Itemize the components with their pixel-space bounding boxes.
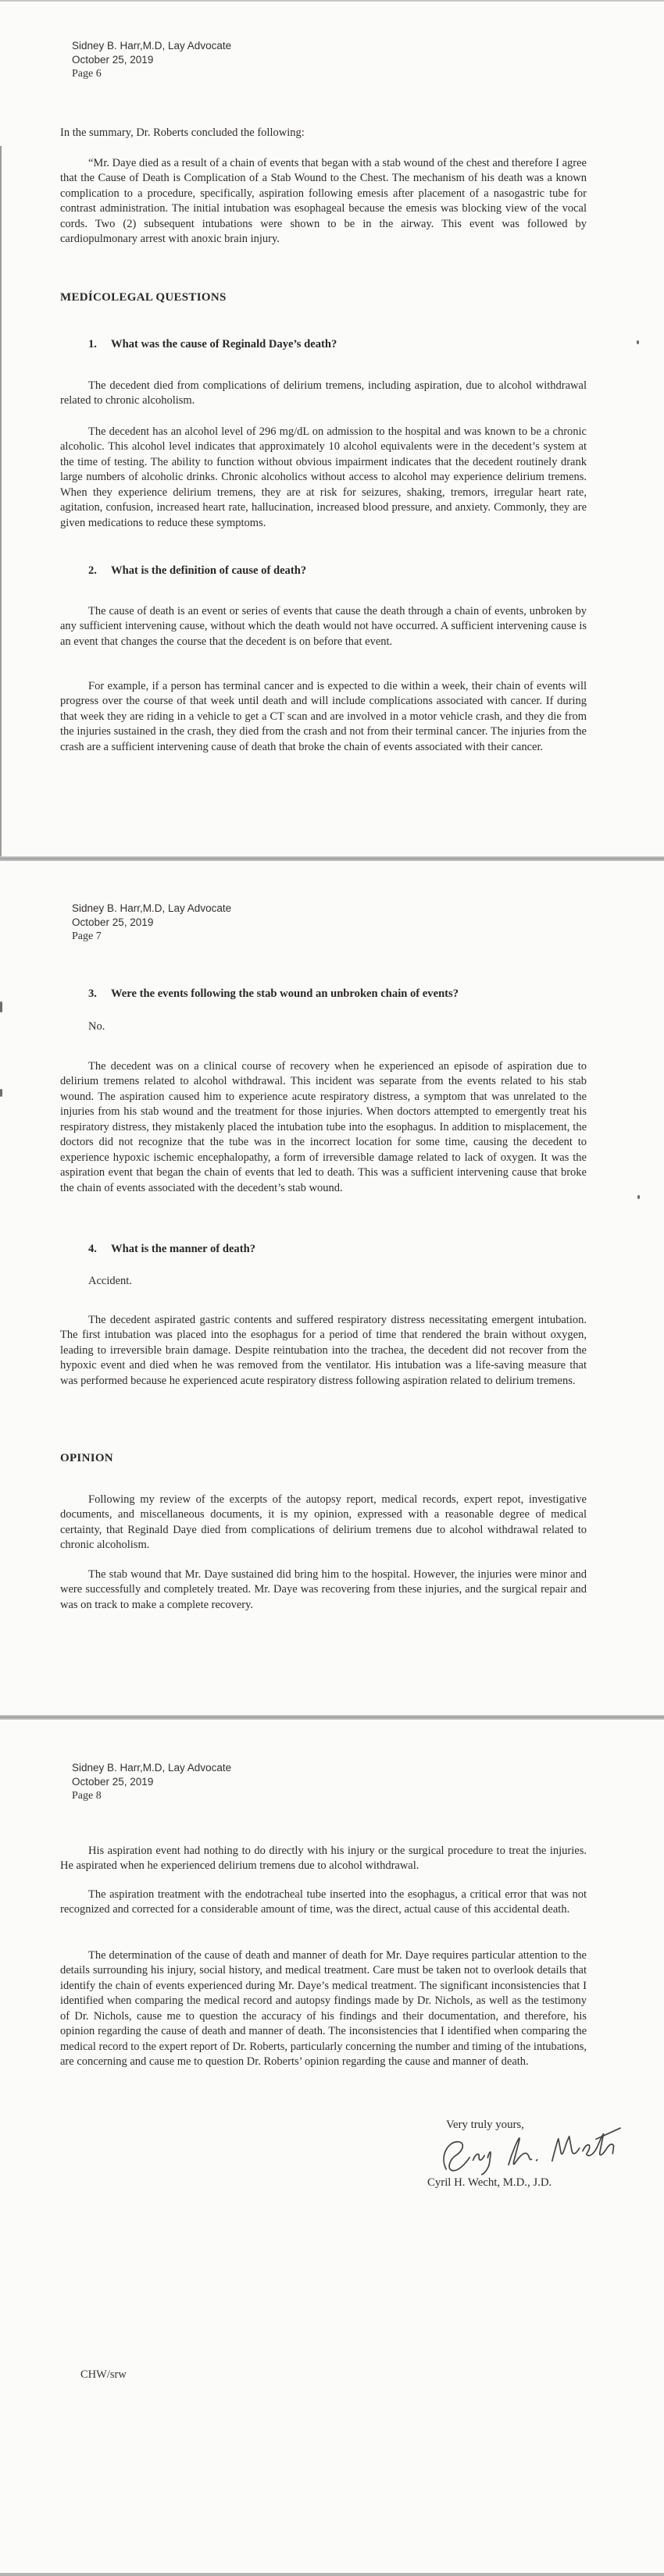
question-1-text: What was the cause of Reginald Daye’s death? [111,338,337,350]
intro-paragraph: In the summary, Dr. Roberts concluded the following: [60,126,305,139]
header-author: Sidney B. Harr,M.D, Lay Advocate [72,902,232,914]
header-author: Sidney B. Harr,M.D, Lay Advocate [72,40,232,52]
scan-bottom-edge [0,2573,664,2576]
header-page-number: Page 8 [72,1789,102,1802]
page-header [72,902,231,943]
question-2-number: 2. [88,564,97,577]
answer-3-paragraph: The decedent was on a clinical course of recovery when he experienced an episode of aspiration due to delirium tremens related to alcohol withdrawal. This incident was separate from the events related to his stab wound. The aspiration caused him to experience acute respiratory distress, a symptom that was unrelated to the injuries from his stab wound and the treatment for those injuries. When doctors attempted to emergently treat his respiratory distress, they mistakenly placed the intubation tube into the esophagus. In addition to misplacement, the doctors did not recognize that the tube was in the incorrect location for some time, causing the decedent to experience hypoxic ischemic encephalopathy, a form of irreversible damage related to lack of oxygen. It was the aspiration event that began the chain of events that led to death. This was a sufficient intervening cause that broke the chain of events associated with the decedent’s stab wound. [60,1059,587,1194]
determination-paragraph: The determination of the cause of death and manner of death for Mr. Daye requires particular attention to the details surrounding his injury, social history, and medical treatment. Care must be taken not to overlook details that identify the chain of events experienced during Mr. Daye’s medical treatment. The significant inconsistencies that I identified when comparing the medical record and autopsy findings made by Dr. Nichols, as well as the testimony of Dr. Nichols, cause me to question the accuracy of his findings and their documentation, and therefore, his opinion regarding the cause of death and manner of death. The inconsistencies that I identified when comparing the medical record to the expert report of Dr. Roberts, particularly concerning the number and timing of the intubations, are concerning and cause me to question Dr. Roberts’ opinion regarding the cause and manner of death. [60,1948,587,2068]
question-2 [88,564,588,578]
answer-4-short: Accident. [88,1275,132,1287]
answer-1-paragraph: The decedent died from complications of delirium tremens, including aspiration, due to alcohol withdrawal related to chronic alcoholism. [60,379,587,407]
question-4 [88,1243,588,1256]
scan-speck [0,1002,2,1012]
question-3-number: 3. [88,987,97,1000]
closing-salutation: Very truly yours, [446,2119,524,2131]
scan-edge-artifact [0,146,2,856]
aspiration-paragraph: His aspiration event had nothing to do directly with his injury or the surgical procedure to treat the injuries. He aspirated when he experienced delirium tremens due to alcohol withdrawal. [60,1844,587,1872]
answer-2-paragraph: The cause of death is an event or series of events that cause the death through a chain of events, unbroken by any sufficient intervening cause, without which the death would not have occurred. A sufficient intervening cause is an event that changes the course that the decedent is on before that event. [60,604,587,648]
header-page-number: Page 6 [72,67,102,80]
medicolegal-questions-heading: MEDÍCOLEGAL QUESTIONS [60,291,227,304]
typist-initials: CHW/srw [80,2368,127,2381]
question-4-number: 4. [88,1243,97,1255]
header-page-number: Page 7 [72,930,102,942]
opinion-paragraph-1: Following my review of the excerpts of the autopsy report, medical records, expert repot, investigative documents, and miscellaneous documents, it is my opinion, expressed with a reasonable degree of medical certainty, that Reginald Daye died from complications of delirium tremens due to alcohol withdrawal related to chronic alcoholism. [60,1493,587,1551]
page-header [72,39,231,80]
page-header [72,1761,231,1802]
scan-speck [637,1195,640,1199]
question-2-text: What is the definition of cause of death? [111,564,307,577]
scan-speck [637,340,639,344]
signed-name: Cyril H. Wecht, M.D., J.D. [427,2176,552,2189]
treatment-error-paragraph: The aspiration treatment with the endotracheal tube inserted into the esophagus, a critical error that was not recognized and corrected for a considerable amount of time, was the direct, actual cause of this accidental death. [60,1888,587,1916]
page-6 [0,2,664,856]
header-date: October 25, 2019 [72,53,154,66]
header-date: October 25, 2019 [72,916,154,928]
quoted-conclusion-paragraph: “Mr. Daye died as a result of a chain of events that began with a stab wound of the chest and therefore I agree that the Cause of Death is Complication of a Stab Wound to the Chest. The mechanism of his death was a known complication to a procedure, specifically, aspiration following emesis after placement of a nasogastric tube for contrast administration. The initial intubation was esophageal because the emesis was blocking view of the vocal cords. Two (2) subsequent intubations were shown to be in the airway. This event was followed by cardiopulmonary arrest with anoxic brain injury. [60,156,587,245]
opinion-paragraph-2: The stab wound that Mr. Daye sustained did bring him to the hospital. However, the injuries were minor and were successfully and completely treated. Mr. Daye was recovering from these injuries, and the surgical repair and was on track to make a complete recovery. [60,1567,587,1611]
scan-speck [0,1089,2,1097]
question-3 [88,987,588,1001]
answer-4-paragraph: The decedent aspirated gastric contents and suffered respiratory distress necessitating emergent intubation. The first intubation was placed into the esophagus for a period of time that rendered the brain without oxygen, leading to irreversible brain damage. Despite reintubation into the trachea, the decedent did not recover from the hypoxic event and died when he was removed from the ventilator. His intubation was a life-saving measure that was performed because he experienced acute respiratory distress following aspiration related to delirium tremens. [60,1313,587,1387]
header-date: October 25, 2019 [72,1775,154,1788]
answer-3-short: No. [88,1020,105,1033]
page-7 [0,861,664,1715]
page-8 [0,1720,664,2573]
question-1 [88,338,588,351]
opinion-heading: OPINION [60,1452,113,1464]
question-3-text: Were the events following the stab wound an unbroken chain of events? [111,987,459,1000]
header-author: Sidney B. Harr,M.D, Lay Advocate [72,1762,232,1774]
answer-2-example-paragraph: For example, if a person has terminal cancer and is expected to die within a week, their chain of events will progress over the course of that week until death and will include complications associated with cancer. If during that week they are riding in a vehicle to get a CT scan and are involved in a motor vehicle crash, and they die from the injuries sustained in the crash, they died from the crash and not from their terminal cancer. The injuries from the crash are a sufficient intervening cause of death that broke the chain of events associated with their cancer. [60,679,587,753]
question-1-number: 1. [88,338,97,350]
question-4-text: What is the manner of death? [111,1243,255,1255]
answer-1-detail-paragraph: The decedent has an alcohol level of 296 mg/dL on admission to the hospital and was known to be a chronic alcoholic. This alcohol level indicates that approximately 10 alcohol equivalents were in the decedent’s system at the time of testing. The ability to function without obvious impairment indicates that the decedent routinely drank large numbers of alcoholic drinks. Chronic alcoholics without access to alcohol may experience delirium tremens. When they experience delirium tremens, they are at risk for seizures, shaking, tremors, irregular heart rate, agitation, confusion, increased heart rate, hallucination, increased blood pressure, and anxiety. Commonly, they are given medications to reduce these symptoms. [60,425,587,529]
